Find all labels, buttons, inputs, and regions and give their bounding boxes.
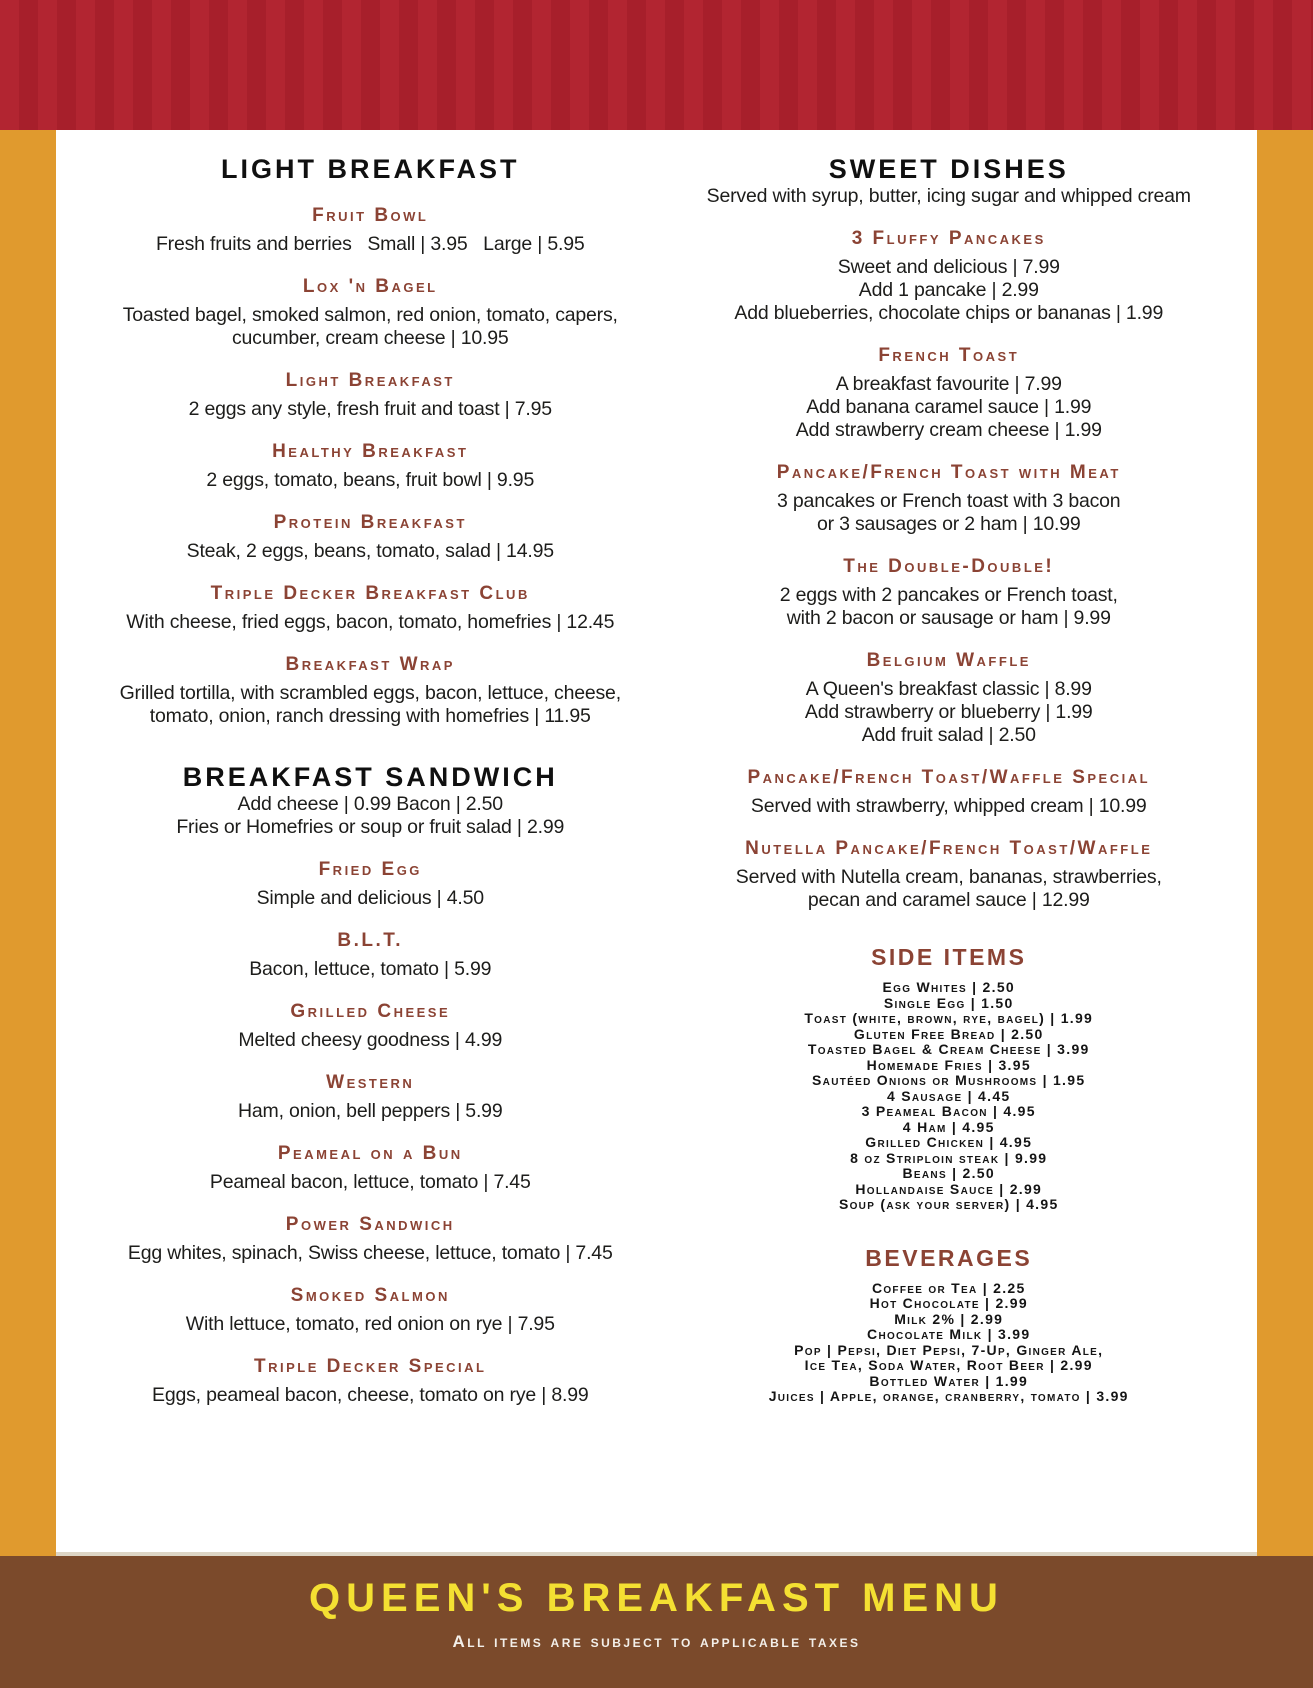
item-line: Steak, 2 eggs, beans, tomato, salad | 14.95	[186, 540, 554, 562]
item-line: 2 eggs any style, fresh fruit and toast | 7.95	[188, 398, 552, 420]
item-name: Healthy Breakfast	[272, 441, 469, 462]
item-line: or 3 sausages or 2 ham | 10.99	[816, 513, 1081, 535]
item-name: 3 Fluffy Pancakes	[851, 228, 1046, 249]
item-line: Fresh fruits and berries Small | 3.95 Large | 5.95	[155, 233, 585, 255]
item-line: A Queen's breakfast classic | 8.99	[805, 678, 1092, 700]
item-line: 2 eggs, tomato, beans, fruit bowl | 9.95	[206, 469, 535, 491]
item-name: Breakfast Wrap	[285, 654, 455, 675]
price-line: 8 oz Striploin steak | 9.99	[850, 1149, 1048, 1166]
item-name: Lox 'n Bagel	[302, 276, 438, 297]
item-line: Egg whites, spinach, Swiss cheese, lettuce, tomato | 7.45	[127, 1242, 613, 1264]
price-line: Toasted Bagel & Cream Cheese | 3.99	[807, 1041, 1090, 1057]
item-name: Fried Egg	[318, 859, 422, 880]
item-line: tomato, onion, ranch dressing with homefries | 11.95	[149, 705, 591, 727]
section-subtitle: Add cheese | 0.99 Bacon | 2.50	[237, 793, 503, 815]
item-line: Peameal bacon, lettuce, tomato | 7.45	[209, 1171, 531, 1193]
item-name: The Double-Double!	[843, 556, 1055, 577]
price-line: Grilled Chicken | 4.95	[865, 1134, 1033, 1150]
menu-item	[88, 859, 653, 910]
price-line: Juices | Apple, orange, cranberry, tomato | 3.99	[768, 1388, 1129, 1404]
item-line: Melted cheesy goodness | 4.99	[238, 1029, 503, 1051]
item-line: with 2 bacon or sausage or ham | 9.99	[786, 607, 1111, 629]
item-line: Add blueberries, chocolate chips or bananas | 1.99	[734, 302, 1164, 324]
item-line: Served with strawberry, whipped cream | 10.99	[750, 795, 1147, 817]
price-line: Milk 2% | 2.99	[894, 1310, 1004, 1327]
striped-banner	[0, 0, 1313, 130]
item-line: Bacon, lettuce, tomato | 5.99	[249, 958, 492, 980]
price-line: Toast (white, brown, rye, bagel) | 1.99	[804, 1010, 1094, 1026]
price-line: Ice Tea, Soda Water, Root Beer | 2.99	[804, 1357, 1093, 1373]
item-line: Add strawberry cream cheese | 1.99	[795, 419, 1102, 441]
section-subtitle: Served with syrup, butter, icing sugar and whipped cream	[706, 185, 1191, 207]
menu-item	[88, 441, 653, 492]
menu-item	[88, 1356, 653, 1407]
price-line: 4 Ham | 4.95	[902, 1118, 995, 1135]
item-line: Add banana caramel sauce | 1.99	[806, 396, 1092, 418]
menu-item	[667, 838, 1232, 912]
item-name: Triple Decker Breakfast Club	[210, 583, 530, 604]
menu-column-left	[88, 154, 653, 1552]
menu-item	[667, 345, 1232, 442]
item-line: Add 1 pancake | 2.99	[858, 279, 1039, 301]
price-list	[667, 980, 1232, 1213]
menu-item	[667, 556, 1232, 630]
item-name: Peameal on a Bun	[277, 1143, 463, 1164]
price-line: Coffee or Tea | 2.25	[871, 1279, 1026, 1296]
item-line: Ham, onion, bell peppers | 5.99	[238, 1100, 503, 1122]
item-name: Light Breakfast	[285, 370, 455, 391]
price-line: Beans | 2.50	[902, 1165, 995, 1181]
menu-item	[88, 1143, 653, 1194]
item-name: Fruit Bowl	[312, 205, 429, 226]
item-line: 3 pancakes or French toast with 3 bacon	[777, 490, 1121, 512]
menu-item	[88, 370, 653, 421]
item-line: pecan and caramel sauce | 12.99	[807, 889, 1090, 911]
menu-item	[88, 1001, 653, 1052]
menu-title: QUEEN'S BREAKFAST MENU	[309, 1576, 1004, 1620]
section-title: BEVERAGES	[865, 1244, 1033, 1271]
item-line: Toasted bagel, smoked salmon, red onion, tomato, capers,	[122, 304, 618, 326]
item-line: With lettuce, tomato, red onion on rye | 7.95	[185, 1313, 555, 1335]
item-name: French Toast	[878, 345, 1020, 366]
item-name: Grilled Cheese	[290, 1001, 451, 1022]
price-line: Gluten Free Bread | 2.50	[853, 1025, 1044, 1042]
menu-item	[88, 583, 653, 634]
item-line: Sweet and delicious | 7.99	[837, 256, 1060, 278]
item-line: With cheese, fried eggs, bacon, tomato, homefries | 12.45	[126, 611, 615, 633]
price-line: Single Egg | 1.50	[883, 994, 1014, 1011]
item-name: Western	[326, 1072, 415, 1093]
footer	[0, 1556, 1313, 1688]
price-line: Hot Chocolate | 2.99	[869, 1295, 1028, 1311]
item-name: B.L.T.	[337, 930, 404, 951]
item-line: Simple and delicious | 4.50	[256, 887, 484, 909]
menu-item	[667, 767, 1232, 818]
price-line: Pop | Pepsi, Diet Pepsi, 7-Up, Ginger Ale,	[794, 1341, 1104, 1358]
menu-item	[88, 205, 653, 256]
menu-content	[56, 130, 1257, 1552]
menu-item	[667, 650, 1232, 747]
menu-item	[88, 1072, 653, 1123]
menu-item	[88, 276, 653, 350]
price-line: Sautéed Onions or Mushrooms | 1.95	[812, 1072, 1086, 1088]
menu-column-right	[667, 154, 1232, 1552]
menu-item	[88, 1285, 653, 1336]
section-subtitle: Fries or Homefries or soup or fruit salad | 2.99	[176, 816, 565, 838]
item-name: Pancake/French Toast with Meat	[776, 462, 1121, 483]
section-title: LIGHT BREAKFAST	[221, 154, 520, 184]
price-line: Hollandaise Sauce | 2.99	[855, 1180, 1043, 1197]
item-line: Grilled tortilla, with scrambled eggs, bacon, lettuce, cheese,	[119, 682, 621, 704]
menu-item	[88, 512, 653, 563]
item-line: Served with Nutella cream, bananas, strawberries,	[735, 866, 1162, 888]
item-line: cucumber, cream cheese | 10.95	[231, 327, 509, 349]
item-line: Add strawberry or blueberry | 1.99	[804, 701, 1093, 723]
menu-item	[667, 228, 1232, 325]
footer-tax-note: All items are subject to applicable taxes	[452, 1632, 861, 1651]
section-title: BREAKFAST SANDWICH	[182, 762, 558, 792]
section-title: SIDE ITEMS	[871, 944, 1027, 970]
price-line: Chocolate Milk | 3.99	[867, 1326, 1031, 1342]
menu-item	[88, 1214, 653, 1265]
item-name: Smoked Salmon	[290, 1285, 450, 1306]
item-name: Nutella Pancake/French Toast/Waffle	[745, 838, 1153, 859]
item-line: Eggs, peameal bacon, cheese, tomato on rye | 8.99	[152, 1384, 589, 1406]
item-name: Belgium Waffle	[866, 650, 1031, 671]
section-title: SWEET DISHES	[828, 154, 1069, 184]
item-line: Add fruit salad | 2.50	[861, 724, 1036, 746]
item-name: Power Sandwich	[285, 1214, 455, 1235]
price-line: Soup (ask your server) | 4.95	[838, 1196, 1059, 1212]
price-line: Egg Whites | 2.50	[882, 979, 1015, 995]
item-name: Protein Breakfast	[273, 512, 467, 533]
menu-item	[88, 930, 653, 981]
item-line: 2 eggs with 2 pancakes or French toast,	[779, 584, 1118, 606]
price-line: Bottled Water | 1.99	[869, 1372, 1029, 1389]
price-line: 4 Sausage | 4.45	[886, 1087, 1011, 1104]
price-line: 3 Peameal Bacon | 4.95	[861, 1103, 1036, 1119]
item-line: A breakfast favourite | 7.99	[835, 373, 1062, 395]
price-list	[667, 1281, 1232, 1405]
menu-item	[667, 462, 1232, 536]
menu-item	[88, 654, 653, 728]
price-line: Homemade Fries | 3.95	[866, 1056, 1031, 1073]
item-name: Pancake/French Toast/Waffle Special	[747, 767, 1151, 788]
item-name: Triple Decker Special	[253, 1356, 487, 1377]
